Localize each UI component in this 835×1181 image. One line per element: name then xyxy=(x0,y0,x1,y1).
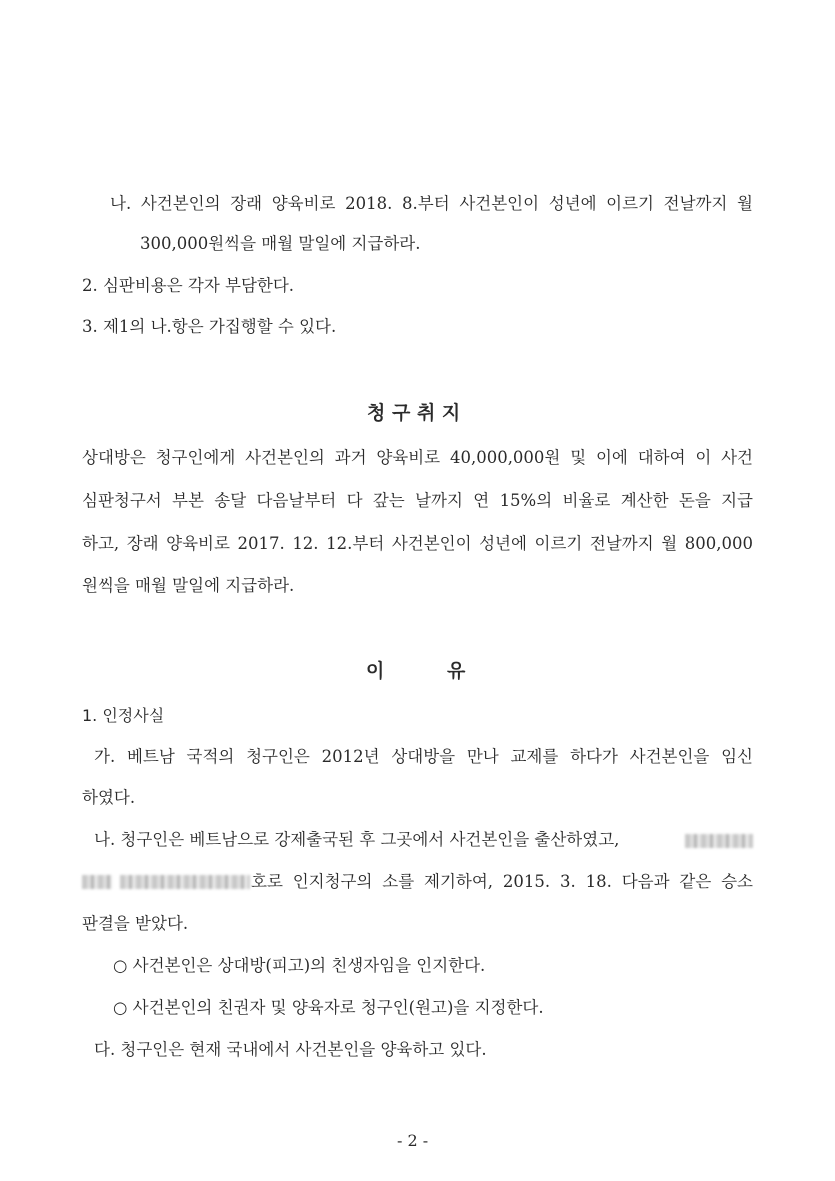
reason-heading-right: 유 xyxy=(447,660,466,682)
fact-na-line2: 호로 인지청구의 소를 제기하여, 2015. 3. 18. 다음과 같은 승소 xyxy=(251,872,753,891)
order-item-1-na-line1: 나. 사건본인의 장래 양육비로 2018. 8.부터 사건본인이 성년에 이르기 전날까지 월 xyxy=(110,194,753,213)
claim-line-2: 심판청구서 부본 송달 다음날부터 다 갚는 날까지 연 15%의 비율로 계산한 돈을 지급 xyxy=(82,491,753,510)
section-1-title: 1. 인정사실 xyxy=(82,706,165,725)
claim-line-4: 원씩을 매월 말일에 지급하라. xyxy=(82,576,295,595)
judgment-bullet-2: ○ 사건본인의 친권자 및 양육자로 청구인(원고)을 지정한다. xyxy=(113,998,544,1017)
order-item-3: 3. 제1의 나.항은 가집행할 수 있다. xyxy=(82,317,337,336)
claim-line-1: 상대방은 청구인에게 사건본인의 과거 양육비로 40,000,000원 및 이에 대하여 이 사건 xyxy=(82,448,753,467)
order-item-2: 2. 심판비용은 각자 부담한다. xyxy=(82,276,295,295)
reason-heading-left: 이 xyxy=(366,660,385,682)
fact-ga-line1: 가. 베트남 국적의 청구인은 2012년 상대방을 만나 교제를 하다가 사건본인을 임신 xyxy=(94,747,753,766)
claim-line-3: 하고, 장래 양육비로 2017. 12. 12.부터 사건본인이 성년에 이르기 전날까지 월 800,000 xyxy=(82,534,753,553)
redacted-case-info-3 xyxy=(120,875,250,889)
judgment-bullet-1: ○ 사건본인은 상대방(피고)의 친생자임을 인지한다. xyxy=(113,956,486,975)
page-number: - 2 - xyxy=(397,1131,429,1150)
claim-heading: 청 구 취 지 xyxy=(367,402,461,424)
fact-ga-line2: 하였다. xyxy=(82,788,136,807)
redacted-case-info-2 xyxy=(82,875,112,889)
fact-na-line1: 나. 청구인은 베트남으로 강제출국된 후 그곳에서 사건본인을 출산하였고, xyxy=(94,830,620,849)
fact-na-line3: 판결을 받았다. xyxy=(82,914,189,933)
redacted-case-info-1 xyxy=(685,834,753,848)
order-item-1-na-line2: 300,000원씩을 매월 말일에 지급하라. xyxy=(140,234,421,253)
fact-da: 다. 청구인은 현재 국내에서 사건본인을 양육하고 있다. xyxy=(94,1040,487,1059)
